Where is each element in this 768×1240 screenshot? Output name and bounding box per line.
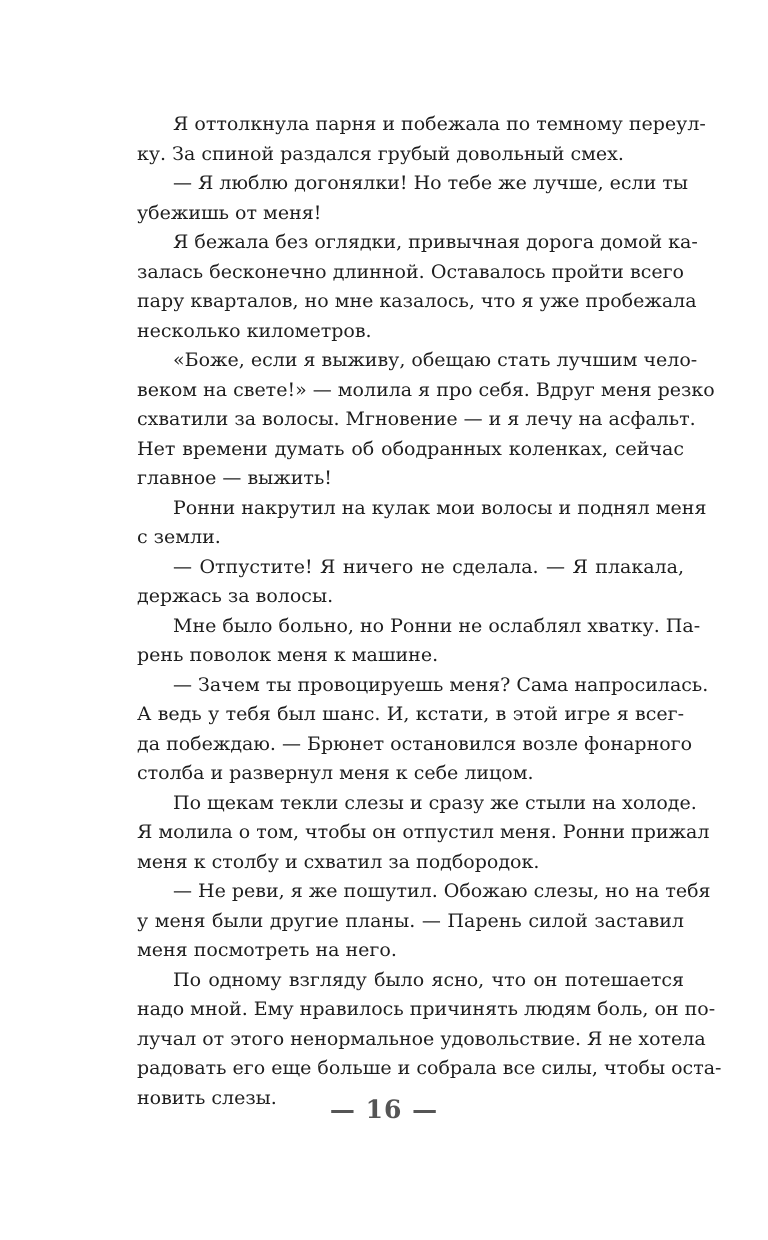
text-line: надо мной. Ему нравилось причинять людям боль, он по- (137, 998, 716, 1020)
text-line: с земли. (137, 526, 221, 548)
text-line: несколько километров. (137, 319, 372, 342)
text-line: держась за волосы. (137, 585, 334, 607)
paragraph (137, 169, 688, 228)
paragraph (137, 228, 698, 346)
paragraph (137, 110, 706, 169)
text-line: Я бежала без оглядки, привычная дорога домой ка- (173, 231, 698, 253)
body-text (137, 110, 722, 1113)
paragraph (137, 671, 709, 789)
text-line: у меня были другие планы. — Парень силой заставил (137, 909, 684, 932)
paragraph (137, 612, 701, 671)
text-line: новить слезы. (137, 1086, 277, 1109)
text-line: ку. За спиной раздался грубый довольный смех. (137, 142, 624, 165)
text-line: Ронни накрутил на кулак мои волосы и поднял меня (173, 496, 707, 519)
text-line: убежишь от меня! (137, 201, 322, 224)
text-line: Нет времени думать об ободранных коленках, сейчас (137, 437, 684, 460)
text-line: главное — выжить! (137, 467, 332, 489)
page-number: — 16 — (329, 1095, 439, 1124)
text-line: — Зачем ты провоцируешь меня? Сама напросилась. (173, 673, 709, 696)
paragraph (137, 494, 707, 553)
text-line: столба и развернул меня к себе лицом. (137, 762, 534, 784)
text-line: рень поволок меня к машине. (137, 644, 439, 666)
text-line: По одному взгляду было ясно, что он потешается (173, 968, 684, 991)
paragraph (137, 966, 722, 1114)
text-line: Я оттолкнула парня и побежала по темному переул- (173, 113, 706, 135)
text-line: да побеждаю. — Брюнет остановился возле фонарного (137, 732, 693, 755)
text-line: радовать его еще больше и собрала все силы, чтобы оста- (137, 1057, 722, 1079)
text-line: меня к столбу и схватил за подбородок. (137, 850, 540, 873)
text-line: По щекам текли слезы и сразу же стыли на холоде. (173, 791, 697, 814)
text-line: Я молила о том, чтобы он отпустил меня. Ронни прижал (137, 821, 710, 843)
text-line: А ведь у тебя был шанс. И, кстати, в этой игре я всег- (137, 703, 684, 725)
paragraph (137, 789, 710, 878)
text-line: — Я люблю догонялки! Но тебе же лучше, если ты (173, 172, 688, 194)
paragraph (137, 346, 715, 494)
text-line: лучал от этого ненормальное удовольствие. Я не хотела (137, 1027, 706, 1050)
text-line: веком на свете!» — молила я про себя. Вдруг меня резко (137, 378, 715, 401)
text-line: Мне было больно, но Ронни не ослаблял хватку. Па- (173, 614, 701, 637)
text-line: меня посмотреть на него. (137, 939, 397, 961)
text-line: — Не реви, я же пошутил. Обожаю слезы, но на тебя (173, 880, 711, 902)
paragraph (137, 877, 711, 966)
text-line: пару кварталов, но мне казалось, что я уже пробежала (137, 290, 697, 312)
text-line: схватили за волосы. Мгновение — и я лечу на асфальт. (137, 408, 696, 430)
text-line: — Отпустите! Я ничего не сделала. — Я плакала, (173, 555, 684, 578)
text-line: «Боже, если я выживу, обещаю стать лучшим чело- (173, 349, 698, 371)
paragraph (137, 553, 684, 612)
text-line: залась бесконечно длинной. Оставалось пройти всего (137, 260, 684, 283)
